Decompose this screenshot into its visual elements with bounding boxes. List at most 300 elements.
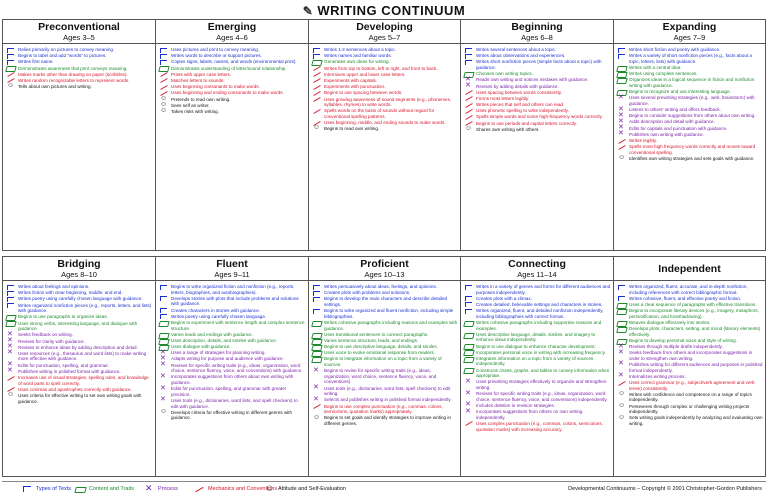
parallelogram-icon [6, 314, 16, 320]
corner-bracket-icon [312, 47, 322, 53]
continuum-item [5, 393, 153, 404]
continuum-item [5, 369, 153, 375]
continuum-item [463, 90, 611, 96]
continuum-item [158, 53, 306, 59]
continuum-item [616, 338, 763, 344]
continuum-item [616, 350, 763, 361]
item-text: Incorporates suggestions from others on own writing independently. [476, 409, 583, 420]
corner-bracket-icon [312, 284, 322, 290]
item-text: Writes fiction with clear beginning, middle, and end. [18, 290, 123, 296]
slash-icon [464, 96, 474, 102]
parallelogram-icon [617, 302, 627, 308]
continuum-item [5, 47, 153, 53]
parallelogram-icon [312, 320, 322, 326]
item-text: Selects and publishes writing in polished format independently. [324, 397, 452, 403]
continuum-item [616, 392, 763, 403]
item-text: Seeks feedback on writing. [18, 332, 73, 338]
item-text: Begins to label and add "words" to pictures. [18, 53, 107, 59]
corner-bracket-icon [6, 284, 16, 290]
cross-icon [6, 351, 16, 357]
item-text: Shares own writing with others. [476, 126, 540, 132]
stage-header [309, 20, 460, 44]
continuum-item [311, 308, 458, 319]
continuum-item [463, 114, 611, 120]
item-text: Begins to use paragraphs to organize ideas. [18, 314, 108, 320]
continuum-item [5, 321, 153, 332]
item-text: Integrates information on a topic from a variety of sources independently. [476, 355, 594, 367]
item-text: Uses resources (e.g., thesaurus and word lists) to make writing more effective with guidance. [18, 350, 147, 362]
stage-name: Preconventional [38, 21, 120, 33]
continuum-item [463, 368, 611, 379]
parallelogram-icon [464, 320, 474, 326]
continuum-item [5, 290, 153, 296]
stage-header [309, 257, 460, 281]
corner-bracket-icon [159, 314, 169, 320]
continuum-item [616, 284, 763, 295]
continuum-item [311, 84, 458, 90]
stage-column-fluent [155, 256, 309, 477]
stage-column-beginning [460, 19, 614, 251]
corner-bracket-icon [617, 53, 627, 59]
parallelogram-icon [617, 308, 627, 314]
continuum-item [158, 90, 306, 96]
stage-name: Fluent [216, 258, 248, 270]
continuum-item [463, 96, 611, 102]
slash-icon [312, 66, 322, 72]
item-text: Identifies own writing strategies and sets goals with guidance. [629, 156, 755, 161]
item-text: Uses beginning, middle, and ending sounds to make words. [324, 120, 446, 126]
corner-bracket-icon [159, 296, 169, 302]
continuum-item [463, 59, 611, 70]
item-text: Uses description, details, and similes with guidance. [171, 337, 277, 343]
item-text: Begins to integrate information on a topic from a variety of sources. [324, 356, 442, 368]
stage-name: Developing [356, 21, 413, 33]
smiley-icon [264, 486, 275, 492]
stage-items [309, 281, 460, 427]
item-text: Uses a range of strategies for planning writing. [171, 350, 266, 356]
continuum-item [616, 53, 763, 64]
item-text: Writes 1-2 sentences about a topic. [324, 47, 396, 52]
item-text: Uses strong verbs, interesting language, and dialogue with guidance. [18, 320, 138, 332]
stage-column-expanding [613, 19, 766, 251]
item-text: Experiments with punctuation. [324, 84, 386, 90]
stage-column-proficient [308, 256, 461, 477]
continuum-item [311, 386, 458, 397]
continuum-item [311, 90, 458, 96]
legend-types-of-texts [22, 483, 71, 495]
stage-items [461, 44, 613, 132]
continuum-item [616, 119, 763, 125]
continuum-item [463, 356, 611, 367]
slash-icon [6, 375, 16, 381]
cross-icon [159, 386, 169, 392]
parallelogram-icon [312, 356, 322, 362]
item-text: Revises for specific writing traits (e.g., ideas, organization, word choice, sentence fluency, voice, and conventions) with guidance. [171, 362, 303, 374]
cross-icon [617, 374, 627, 380]
stage-ages: Ages 3–5 [63, 33, 95, 42]
continuum-item [158, 109, 306, 115]
continuum-item [311, 120, 458, 126]
stage-header [461, 20, 613, 44]
slash-icon [159, 78, 169, 84]
stage-column-bridging [2, 256, 156, 477]
slash-icon [312, 97, 322, 103]
item-text: Writes in a variety of genres and forms for different audiences and purposes independently. [476, 284, 611, 295]
item-text: Uses pictures and print to convey meaning. [171, 47, 260, 52]
cross-icon [617, 350, 627, 356]
corner-bracket-icon [464, 296, 474, 302]
stage-header [156, 20, 308, 44]
corner-bracket-icon [464, 53, 474, 59]
continuum-item [5, 387, 153, 393]
item-text: Revises for clarity with guidance. [18, 338, 85, 344]
pencil-icon: ✎ [302, 4, 314, 18]
item-text: Adds description and detail with guidance. [629, 119, 715, 125]
cross-icon [464, 84, 474, 90]
continuum-item [311, 53, 458, 59]
corner-bracket-icon [22, 486, 33, 492]
continuum-item [5, 339, 153, 345]
continuum-item [158, 103, 306, 109]
continuum-item [463, 296, 611, 302]
item-text: Begins to develop personal voice and style of writing. [629, 337, 738, 343]
stage-name: Beginning [511, 21, 563, 33]
continuum-item [311, 72, 458, 78]
item-text: Incorporates personal voice in writing with increasing frequency. [476, 349, 606, 355]
continuum-item [311, 126, 458, 132]
continuum-item [463, 320, 611, 331]
continuum-item [616, 296, 763, 302]
item-text: Varies leads and endings with guidance. [171, 331, 253, 337]
item-text: Spells most high frequency words correctly and moves toward conventional spelling. [629, 144, 756, 155]
continuum-item [5, 351, 153, 362]
item-text: Revises to enhance ideas by adding description and detail. [18, 344, 138, 350]
item-text: Relies primarily on pictures to convey meaning. [18, 47, 115, 52]
continuum-item [616, 344, 763, 350]
corner-bracket-icon [312, 308, 322, 314]
continuum-item [158, 308, 306, 314]
stage-ages: Ages 7–9 [673, 33, 706, 42]
item-text: Uses dialogue with guidance. [171, 344, 231, 350]
item-text: Uses phonetic spelling to write independently. [476, 108, 569, 114]
item-text: Begins to write organized fiction and nonfiction (e.g., reports, letters, biographies, and autobiographies). [171, 284, 295, 295]
item-text: Writes several sentences about a topic. [476, 47, 557, 52]
cross-icon [464, 391, 474, 397]
continuum-item [311, 404, 458, 415]
stage-name: Expanding [662, 21, 717, 33]
item-text: Intermixes upper and lower case letters. [324, 71, 406, 77]
item-text: Writes short fiction and poetry with guidance. [629, 47, 721, 52]
continuum-item [158, 314, 306, 320]
item-text: Revises through multiple drafts independently. [629, 344, 723, 350]
item-text: Prints with upper case letters. [171, 71, 232, 77]
item-text: Takes risks with writing. [171, 108, 219, 114]
item-text: Begins to set goals and identify strategies to improve writing in different genres. [324, 415, 451, 426]
item-text: Writes using complete sentences. [629, 71, 698, 77]
corner-bracket-icon [312, 296, 322, 302]
continuum-item [5, 314, 153, 320]
item-text: Seeks feedback from others and incorporates suggestions in order to strengthen own writing. [629, 350, 753, 361]
item-text: Publishes writing in polished format with guidance. [18, 368, 121, 374]
corner-bracket-icon [6, 303, 16, 309]
continuum-item [311, 47, 458, 53]
item-text: Copies signs, labels, names, and words (environmental print). [171, 59, 297, 65]
slash-icon [194, 486, 205, 492]
stage-ages: Ages 5–7 [368, 33, 401, 42]
corner-bracket-icon [159, 59, 169, 65]
stage-column-connecting [460, 256, 614, 477]
smiley-icon [617, 415, 627, 421]
stage-items [614, 44, 765, 162]
continuum-item [463, 71, 611, 77]
parallelogram-icon [6, 321, 16, 327]
stage-items [614, 281, 765, 427]
item-text: Revises by adding details with guidance. [476, 83, 559, 89]
parallelogram-icon [617, 77, 627, 83]
corner-bracket-icon [464, 302, 474, 308]
stage-ages: Ages 4–6 [216, 33, 248, 42]
slash-icon [312, 108, 322, 114]
item-text: Writes with a central idea. [629, 64, 682, 70]
continuum-item [616, 89, 763, 95]
continuum-item [463, 332, 611, 343]
parallelogram-icon [464, 332, 474, 338]
item-text: Creates plots with problems and solutions. [324, 290, 411, 296]
cross-icon [312, 397, 322, 403]
continuum-item [463, 47, 611, 53]
continuum-item [158, 47, 306, 53]
stage-header [614, 257, 765, 281]
parallelogram-icon [464, 356, 474, 362]
continuum-item [463, 379, 611, 390]
continuum-item [158, 338, 306, 344]
slash-icon [617, 138, 627, 144]
cross-icon [312, 368, 322, 374]
corner-bracket-icon [6, 296, 16, 302]
continuum-item [616, 65, 763, 71]
slash-icon [464, 421, 474, 427]
item-text: Begins to develop the main characters and describe detailed settings. [324, 296, 448, 307]
smiley-icon [464, 127, 474, 133]
item-text: Organizes ideas in a logical sequence in fiction and nonfiction writing with guidance. [629, 77, 755, 88]
item-text: Spells simple words and some high-frequency words correctly. [476, 114, 603, 120]
item-text: Writes cohesive paragraphs including reasons and examples with guidance. [324, 319, 458, 331]
cross-icon [617, 95, 627, 101]
continuum-item [158, 344, 306, 350]
item-text: Develops plots, characters, setting, and mood (literary elements) effectively. [629, 326, 761, 337]
continuum-item [463, 350, 611, 356]
item-text: Revises for specific writing traits (e.g., ideas, organization, word choice, sentence fluency, voice, and conventions) independently. [476, 391, 608, 402]
item-text: Uses correct grammar (e.g., subject/verb agreement and verb tense) consistently. [629, 380, 755, 391]
continuum-item [311, 108, 458, 119]
continuum-item [158, 84, 306, 90]
parallelogram-icon [617, 320, 627, 326]
continuum-item [463, 403, 611, 409]
parallelogram-icon [159, 320, 169, 326]
continuum-item [5, 345, 153, 351]
item-text: Generates own ideas for writing. [324, 59, 390, 65]
stage-header [461, 257, 613, 281]
stage-name: Bridging [57, 258, 101, 270]
item-text: Uses complex punctuation (e.g., commas, colons, semicolons, quotation marks) with increasing accuracy. [476, 420, 603, 432]
corner-bracket-icon [159, 284, 169, 290]
continuum-item [616, 107, 763, 113]
continuum-item [463, 53, 611, 59]
cross-icon [464, 379, 474, 385]
item-text: Varies sentence structure, leads, and endings. [324, 337, 419, 343]
continuum-item [311, 290, 458, 296]
item-text: Sets writing goals independently by analyzing and evaluating own writing. [629, 415, 763, 426]
corner-bracket-icon [617, 296, 627, 302]
item-text: Writes poetry using carefully chosen language. [171, 313, 267, 319]
cross-icon [159, 363, 169, 369]
item-text: Includes deletion in revision strategies. [476, 403, 555, 408]
title-text: WRITING CONTINUUM [317, 3, 466, 18]
continuum-item [311, 296, 458, 307]
continuum-item [311, 97, 458, 108]
continuum-item [158, 363, 306, 374]
stage-ages: Ages 6–8 [521, 33, 553, 42]
stage-header [614, 20, 765, 44]
continuum-item [5, 84, 153, 90]
copyright-text: Developmental Continuums – Copyright © 2001 Christopher-Gordon Publishers [568, 486, 762, 492]
item-text: Uses descriptive language, details, similes, and imagery to enhance ideas independently. [476, 331, 596, 343]
item-text: Uses beginning and ending consonants to make words. [171, 90, 284, 96]
item-text: Begins to use descriptive language, details, and similes. [324, 344, 438, 350]
corner-bracket-icon [617, 47, 627, 53]
smiley-icon [6, 84, 16, 90]
continuum-item [158, 59, 306, 65]
item-text: Spells words on the basis of sounds without regard for conventional spelling patterns. [324, 108, 435, 119]
slash-icon [6, 72, 16, 78]
item-text: Writes organized nonfiction pieces (e.g., reports, letters, and lists) with guidance. [18, 302, 152, 314]
legend-content-and-traits [75, 483, 134, 495]
continuum-item [463, 77, 611, 83]
parallelogram-icon [75, 486, 86, 492]
continuum-item [463, 284, 611, 295]
continuum-item [463, 344, 611, 350]
item-text: Uses commas and apostrophes correctly with guidance. [18, 386, 132, 392]
item-text: Writes names and familiar words. [324, 53, 392, 59]
item-text: Adapts writing for purpose and audience with guidance. [171, 356, 284, 362]
corner-bracket-icon [6, 53, 16, 59]
legend-label: Content and Traits [89, 486, 134, 492]
stage-items [156, 281, 308, 421]
slash-icon [617, 144, 627, 150]
continuum-item [463, 391, 611, 402]
continuum-item [158, 78, 306, 84]
item-text: Publishes writing for different audiences and purposes in polished format independently. [629, 362, 763, 373]
continuum-item [616, 302, 763, 308]
continuum-item [616, 326, 763, 337]
cross-icon [6, 369, 16, 375]
corner-bracket-icon [159, 53, 169, 59]
slash-icon [312, 84, 322, 90]
continuum-item [616, 362, 763, 373]
smiley-icon [312, 126, 322, 132]
stage-column-preconventional [2, 19, 156, 251]
item-text: Makes marks other than drawing on paper (scribbles). [18, 71, 128, 77]
continuum-item [5, 303, 153, 314]
item-text: Edits for punctuation, spelling, and grammar with greater precision. [171, 386, 287, 397]
item-text: Writes a variety of short nonfiction pieces (e.g., facts about a topic, letters, lists) with guidance. [629, 53, 752, 64]
corner-bracket-icon [464, 59, 474, 65]
smiley-icon [312, 415, 322, 421]
continuum-item [616, 138, 763, 144]
continuum-item [158, 296, 306, 307]
page-title [0, 3, 768, 19]
slash-icon [464, 90, 474, 96]
continuum-item [463, 127, 611, 133]
corner-bracket-icon [464, 284, 474, 290]
parallelogram-icon [312, 59, 322, 65]
continuum-item [311, 320, 458, 331]
smiley-icon [617, 156, 627, 162]
continuum-item [158, 350, 306, 356]
corner-bracket-icon [464, 47, 474, 53]
item-text: Creates characters in stories with guidance. [171, 307, 261, 313]
continuum-item [5, 296, 153, 302]
item-text: Incorporates suggestions from others about own writing with guidance. [171, 374, 294, 386]
continuum-item [158, 398, 306, 409]
slash-icon [464, 102, 474, 108]
item-text: Uses growing awareness of sound segments (e.g., phonemes, syllables, rhymes) to write words. [324, 96, 452, 108]
continuum-row-1 [2, 19, 766, 251]
item-text: Chooses own writing topics. [476, 71, 533, 77]
stage-column-developing [308, 19, 461, 251]
continuum-item [311, 284, 458, 290]
stage-name: Connecting [508, 258, 566, 270]
legend-label: Types of Texts [36, 486, 72, 492]
continuum-item [5, 72, 153, 78]
continuum-item [158, 410, 306, 421]
item-text: Writes poetry using carefully chosen language with guidance. [18, 296, 143, 302]
cross-icon [312, 386, 322, 392]
parallelogram-icon [159, 338, 169, 344]
cross-icon [617, 362, 627, 368]
item-text: Constructs charts, graphs, and tables to convey information when appropriate. [476, 367, 610, 379]
stage-ages: Ages 8–10 [61, 270, 97, 279]
continuum-item [463, 302, 611, 308]
parallelogram-icon [617, 65, 627, 71]
item-text: Begins to use spacing between words. [324, 90, 403, 96]
smiley-icon [159, 109, 169, 115]
parallelogram-icon [312, 344, 322, 350]
continuum-item [463, 421, 611, 432]
continuum-item [616, 308, 763, 319]
item-text: Writes about observations and experiences. [476, 53, 566, 59]
item-text: Uses criteria for effective writing to set own writing goals with guidance. [18, 393, 142, 404]
stage-header [156, 257, 308, 281]
item-text: Uses transitional sentences to connect paragraphs. [324, 331, 429, 337]
continuum-item [158, 356, 306, 362]
item-text: Uses tools (e.g., dictionaries, word lists, and spell checkers) to edit with guidance. [171, 398, 298, 409]
slash-icon [464, 108, 474, 114]
parallelogram-icon [312, 332, 322, 338]
continuum-item [616, 320, 763, 326]
item-text: Uses spacing between words consistently. [476, 89, 562, 95]
continuum-item [616, 47, 763, 53]
continuum-item [463, 409, 611, 420]
item-text: Sees self as writer. [171, 102, 210, 108]
stage-items [309, 44, 460, 132]
item-text: Begins to revise for specific writing traits (e.g., ideas, organization, word choice, sentence fluency, voice, and conventions). [324, 368, 437, 385]
stage-items [156, 44, 308, 114]
parallelogram-icon [312, 350, 322, 356]
slash-icon [464, 114, 474, 120]
stage-name: Proficient [360, 258, 409, 270]
continuum-item [311, 332, 458, 338]
